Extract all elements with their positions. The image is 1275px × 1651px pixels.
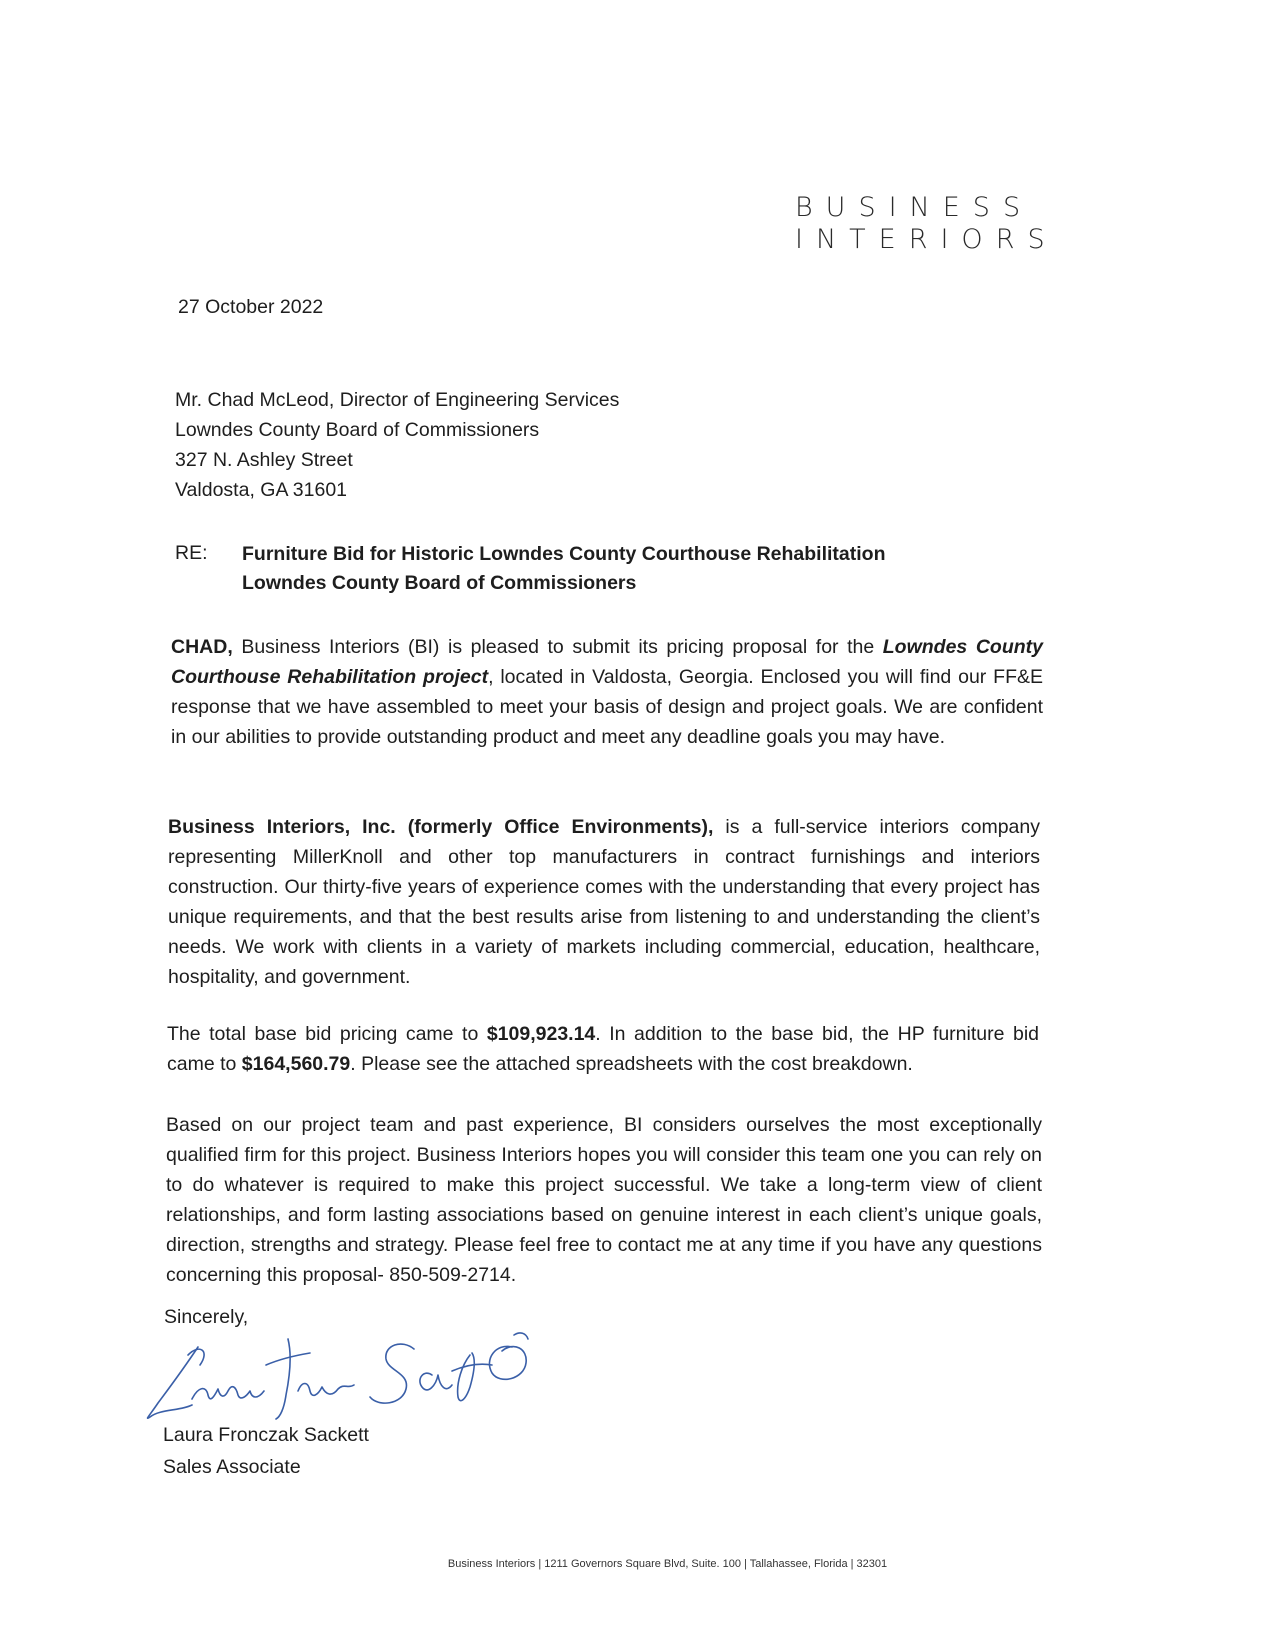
base-bid-amount: $109,923.14 xyxy=(486,1023,596,1045)
logo-line-2: INTERIORS xyxy=(795,224,1058,255)
re-label: RE: xyxy=(175,542,208,564)
signature-stroke xyxy=(276,1339,290,1419)
footer-address: Business Interiors | 1211 Governors Square Blvd, Suite. 100 | Tallahassee, Florida | 32301 xyxy=(447,1558,888,1570)
intro-text-1: Business Interiors (BI) is pleased to submit its pricing proposal for the xyxy=(232,636,883,658)
project-name: Lowndes County Courthouse Rehabilitation project xyxy=(171,636,1043,688)
signature-stroke xyxy=(266,1353,310,1365)
signature-stroke xyxy=(489,1346,526,1379)
closing: Sincerely, xyxy=(164,1306,249,1328)
intro-text-3: Enclosed you will find our FF&E response that we have assembled to meet your basis of design and project goals. We are confident in our abilities to provide outstanding product and meet any deadline goals you may have. xyxy=(171,666,1043,748)
recipient-address xyxy=(175,385,619,505)
logo-line-1: BUSINESS xyxy=(795,192,1034,223)
recipient-line-3: 327 N. Ashley Street xyxy=(175,449,353,471)
salutation-name: CHAD, xyxy=(171,636,233,658)
signature-stroke xyxy=(192,1387,264,1399)
intro-text-2: , located in Valdosta, Georgia. xyxy=(488,666,761,688)
recipient-line-2: Lowndes County Board of Commissioners xyxy=(175,419,540,441)
signature-stroke xyxy=(514,1333,528,1339)
intro-paragraph xyxy=(171,632,1043,752)
pricing-text-3: . Please see the attached spreadsheets with the cost breakdown. xyxy=(350,1053,913,1075)
company-text: is a full-service interiors company representing MillerKnoll and other top manufacturers in contract furnishings and interiors construction. Our thirty-five years of experience comes with the understanding that every project has unique requirements, and that the best results arise from listening to and understanding the client’s needs. We work with clients in a variety of markets including commercial, education, healthcare, hospitality, and government. xyxy=(168,816,1041,988)
signatory-title: Sales Associate xyxy=(163,1456,301,1478)
signature-stroke xyxy=(458,1353,475,1401)
recipient-line-1: Mr. Chad McLeod, Director of Engineering Services xyxy=(175,389,620,411)
signature-stroke xyxy=(420,1373,452,1390)
handwritten-signature xyxy=(140,1325,550,1430)
company-paragraph xyxy=(168,812,1040,992)
qualifications-paragraph: Based on our project team and past experience, BI considers ourselves the most exceptionally qualified firm for this project. Business Interiors hopes you will consider this team one you can rely on to do whatever is required to make this project successful. We take a long-term view of client relationships, and form lasting associations based on genuine interest in each client’s unique goals, direction, strengths and strategy. Please feel free to contact me at any time if you have any questions concerning this proposal- 850-509-2714. xyxy=(166,1114,1042,1286)
pricing-text-2: . In addition to the base bid, the HP furniture bid came to xyxy=(167,1023,1039,1075)
pricing-text-1: The total base bid pricing came to xyxy=(167,1023,487,1045)
letter-date: 27 October 2022 xyxy=(178,296,324,318)
re-subject-line-2: Lowndes County Board of Commissioners xyxy=(242,572,637,594)
re-subject xyxy=(242,540,886,598)
signature-stroke xyxy=(452,1364,492,1371)
signatory-name: Laura Fronczak Sackett xyxy=(163,1424,369,1446)
signature-stroke xyxy=(370,1344,414,1403)
company-logo xyxy=(795,192,1058,256)
re-subject-line-1: Furniture Bid for Historic Lowndes County Courthouse Rehabilitation xyxy=(242,543,886,565)
signature-stroke xyxy=(298,1384,354,1396)
hp-bid-amount: $164,560.79 xyxy=(241,1053,351,1075)
signature-stroke xyxy=(148,1347,198,1418)
company-name-bold: Business Interiors, Inc. (formerly Office Environments), xyxy=(168,816,714,838)
recipient-line-4: Valdosta, GA 31601 xyxy=(175,479,348,501)
pricing-paragraph xyxy=(167,1019,1039,1079)
